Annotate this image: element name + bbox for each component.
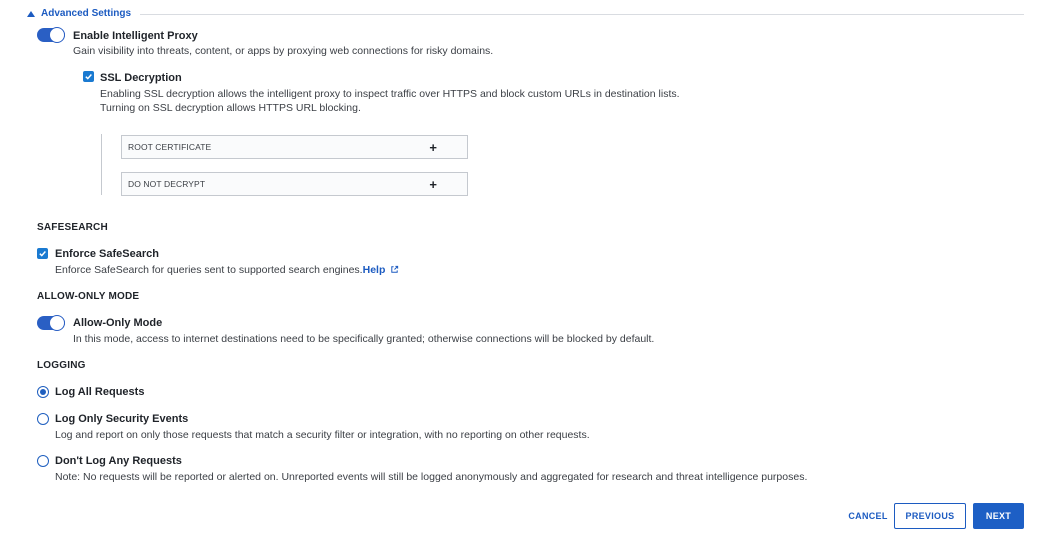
enforce-safesearch-desc: Enforce SafeSearch for queries sent to supported search engines. — [55, 264, 363, 276]
do-not-decrypt-label: DO NOT DECRYPT — [128, 179, 206, 189]
enforce-safesearch-checkbox[interactable] — [37, 248, 48, 259]
log-security-desc: Log and report on only those requests that match a security filter or integration, with no reporting on other requests. — [55, 429, 590, 441]
help-link[interactable]: Help — [362, 264, 386, 276]
log-security-label: Log Only Security Events — [55, 413, 189, 425]
safesearch-heading: SAFESEARCH — [37, 222, 108, 233]
log-none-radio[interactable] — [37, 455, 49, 467]
root-certificate-expander[interactable] — [121, 135, 468, 159]
checkmark-icon — [84, 72, 93, 81]
log-none-desc: Note: No requests will be reported or alerted on. Unreported events will still be logged anonymously and aggregated for research and threat intelligence purposes. — [55, 471, 808, 483]
logging-heading: LOGGING — [37, 360, 86, 371]
allow-only-toggle[interactable] — [37, 316, 65, 330]
toggle-knob — [49, 315, 65, 331]
intelligent-proxy-desc: Gain visibility into threats, content, or apps by proxying web connections for risky domains. — [73, 45, 494, 57]
next-button[interactable]: NEXT — [973, 503, 1024, 529]
log-all-radio[interactable] — [37, 386, 49, 398]
advanced-settings-title: Advanced Settings — [41, 8, 132, 19]
log-all-label: Log All Requests — [55, 386, 145, 398]
plus-icon: + — [429, 176, 437, 192]
divider — [140, 14, 1024, 15]
allow-only-desc: In this mode, access to internet destinations need to be specifically granted; otherwise connections will be blocked by default. — [73, 333, 655, 345]
ssl-decryption-label: SSL Decryption — [100, 72, 182, 84]
collapse-triangle-icon — [27, 11, 35, 17]
external-link-icon[interactable] — [390, 265, 399, 274]
enforce-safesearch-label: Enforce SafeSearch — [55, 248, 159, 260]
advanced-settings-toggle[interactable] — [27, 8, 131, 19]
allow-only-label: Allow-Only Mode — [73, 317, 163, 329]
root-certificate-label: ROOT CERTIFICATE — [128, 142, 212, 152]
safesearch-desc-line — [55, 263, 399, 277]
indent-line — [101, 134, 102, 195]
ssl-decryption-desc-1: Enabling SSL decryption allows the intelligent proxy to inspect traffic over HTTPS and block custom URLs in destination lists. — [100, 88, 680, 100]
allow-only-heading: ALLOW-ONLY MODE — [37, 291, 140, 302]
intelligent-proxy-label: Enable Intelligent Proxy — [73, 30, 198, 42]
plus-icon: + — [429, 139, 437, 155]
previous-button[interactable]: PREVIOUS — [894, 503, 966, 529]
ssl-decryption-desc-2: Turning on SSL decryption allows HTTPS URL blocking. — [100, 102, 361, 114]
cancel-button[interactable]: CANCEL — [848, 511, 888, 521]
toggle-knob — [49, 27, 65, 43]
log-none-label: Don't Log Any Requests — [55, 455, 182, 467]
checkmark-icon — [38, 249, 47, 258]
do-not-decrypt-expander[interactable] — [121, 172, 468, 196]
log-security-radio[interactable] — [37, 413, 49, 425]
intelligent-proxy-toggle[interactable] — [37, 28, 65, 42]
ssl-decryption-checkbox[interactable] — [83, 71, 94, 82]
